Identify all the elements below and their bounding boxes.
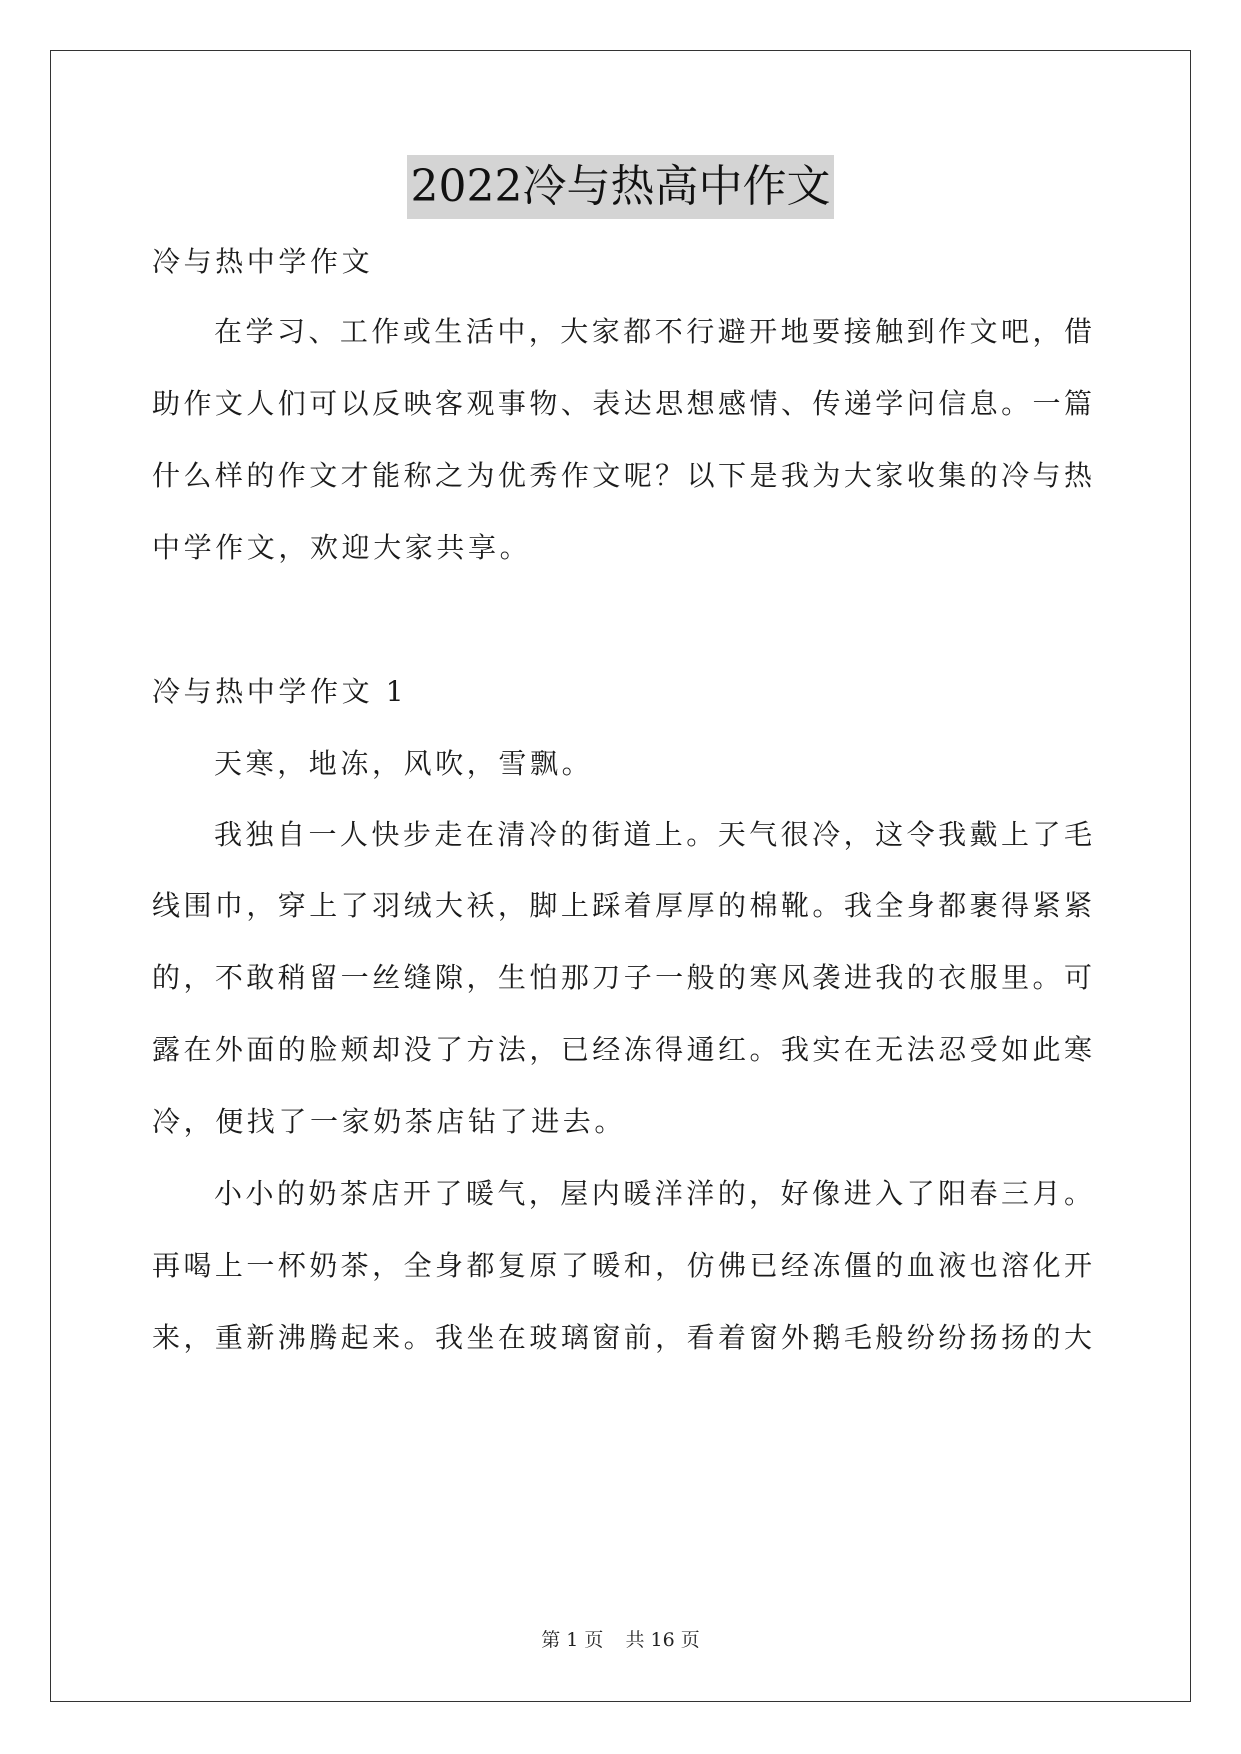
paragraph-line: 线围巾，穿上了羽绒大袄，脚上踩着厚厚的棉靴。我全身都裹得紧紧 <box>152 889 1092 922</box>
paragraph-line: 的，不敢稍留一丝缝隙，生怕那刀子一般的寒风袭进我的衣服里。可 <box>152 961 1092 994</box>
paragraph-line: 我独自一人快步走在清冷的街道上。天气很冷，这令我戴上了毛 <box>214 818 1092 851</box>
paragraph-line: 小小的奶茶店开了暖气，屋内暖洋洋的，好像进入了阳春三月。 <box>214 1177 1092 1210</box>
page-footer <box>0 1628 1241 1652</box>
page-total: 共 16 页 <box>625 1629 700 1651</box>
paragraph-line: 什么样的作文才能称之为优秀作文呢？以下是我为大家收集的冷与热 <box>152 459 1092 492</box>
paragraph-line: 中学作文，欢迎大家共享。 <box>152 531 532 564</box>
paragraph-line: 在学习、工作或生活中，大家都不行避开地要接触到作文吧，借 <box>214 315 1092 348</box>
page-border <box>50 50 1191 1702</box>
subtitle: 冷与热中学作文 <box>152 245 374 278</box>
paragraph-line: 露在外面的脸颊却没了方法，已经冻得通红。我实在无法忍受如此寒 <box>152 1033 1092 1066</box>
page-number: 第 1 页 <box>541 1629 604 1651</box>
paragraph-line: 再喝上一杯奶茶，全身都复原了暖和，仿佛已经冻僵的血液也溶化开 <box>152 1249 1092 1282</box>
document-title: 2022冷与热高中作文 <box>407 155 835 219</box>
title-container <box>0 155 1241 219</box>
paragraph-line: 冷，便找了一家奶茶店钻了进去。 <box>152 1105 627 1138</box>
paragraph-line: 助作文人们可以反映客观事物、表达思想感情、传递学问信息。一篇 <box>152 387 1092 420</box>
paragraph-line: 天寒，地冻，风吹，雪飘。 <box>214 747 594 780</box>
paragraph-line: 来，重新沸腾起来。我坐在玻璃窗前，看着窗外鹅毛般纷纷扬扬的大 <box>152 1321 1092 1354</box>
section-heading: 冷与热中学作文 1 <box>152 675 408 708</box>
